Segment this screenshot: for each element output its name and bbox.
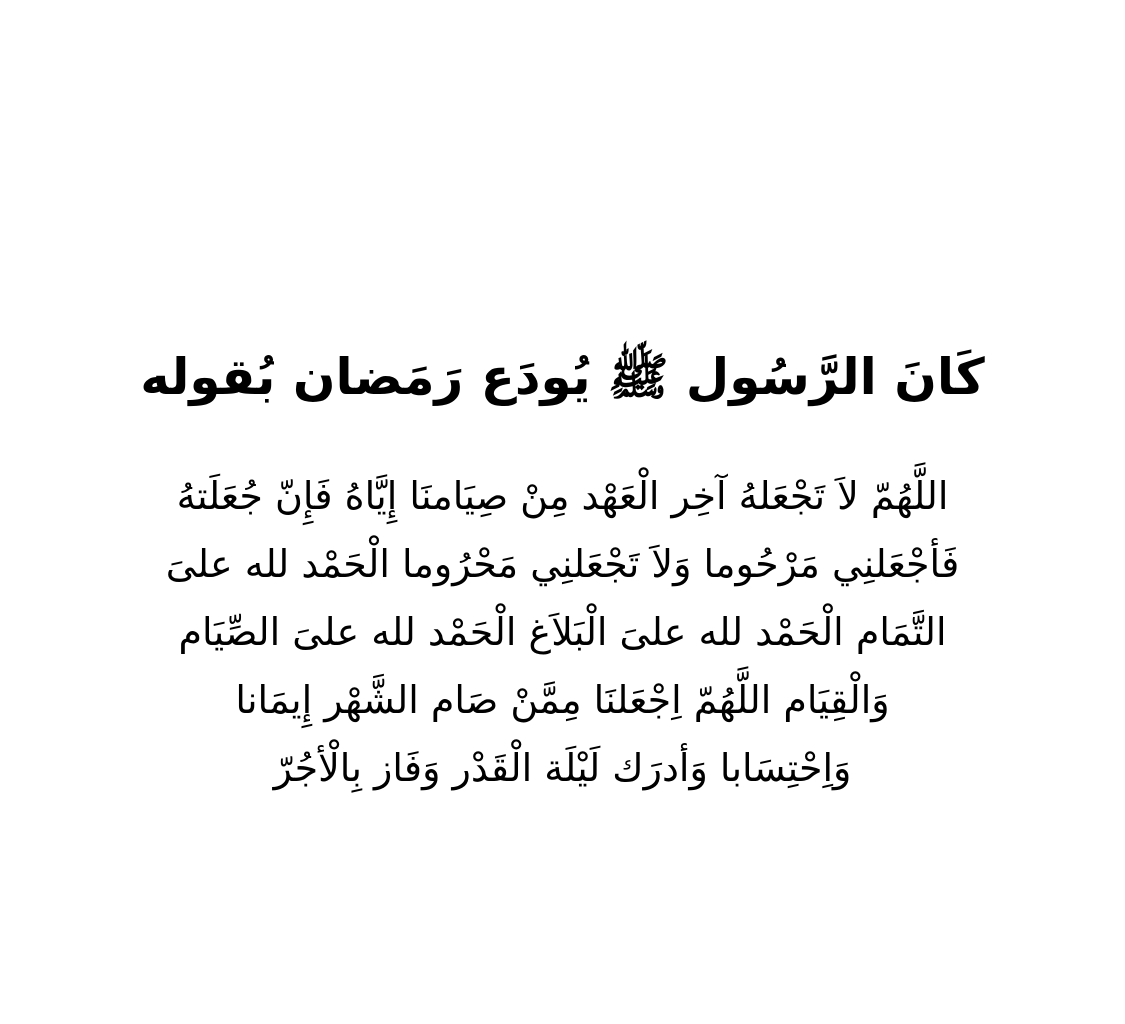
supplication-line-1: اللَّهُمّ لاَ تَجْعَلهُ آخِر الْعَهْد مِنْ صِيَامنَا إِيَّاهُ فَإِنّ جُعَلَتهُ	[176, 474, 949, 518]
supplication-line-5: وَاِحْتِسَابا وَأدرَك لَيْلَة الْقَدْر وَفَاز بِالْأجُرّ	[273, 746, 852, 790]
supplication-text	[0, 462, 1125, 802]
supplication-line-4: وَالْقِيَام اللَّهُمّ اِجْعَلنَا مِمَّنْ صَام الشَّهْر إِيمَانا	[235, 678, 890, 722]
supplication-line-2: فَأجْعَلنِي مَرْحُوما وَلاَ تَجْعَلنِي مَحْرُوما الْحَمْد لله علىَ	[165, 542, 960, 586]
supplication-line-3: التَّمَام الْحَمْد لله علىَ الْبَلاَغ الْحَمْد لله علىَ الصِّيَام	[178, 610, 947, 654]
page-title: كَانَ الرَّسُول ﷺ يُودَع رَمَضان بُقوله	[140, 348, 985, 406]
